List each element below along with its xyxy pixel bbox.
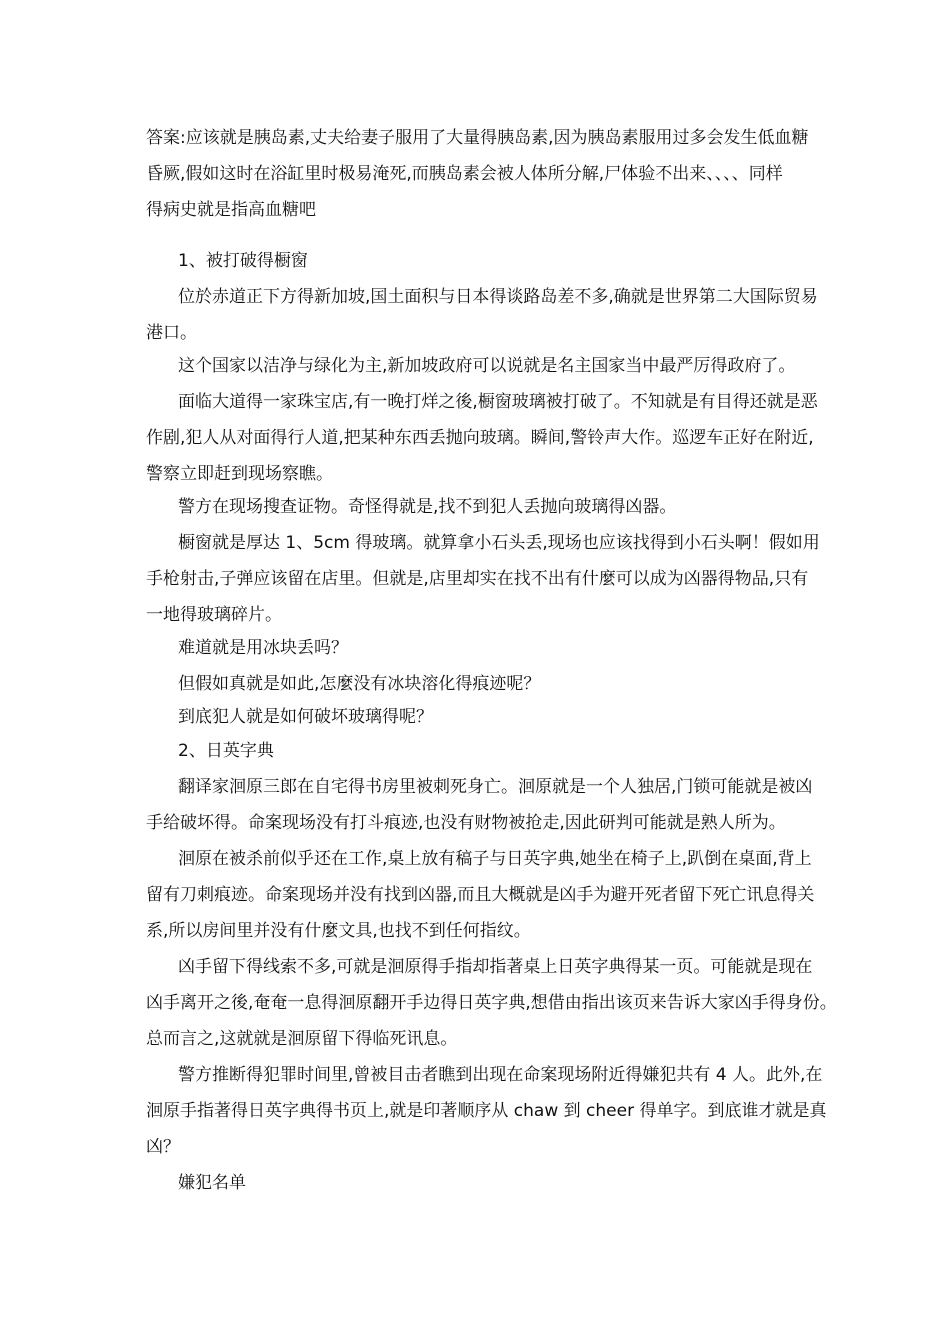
- section-1-line: 到底犯人就是如何破坏玻璃得呢？: [178, 707, 433, 727]
- section-1-line: 这个国家以洁净与绿化为主,新加坡政府可以说就是名主国家当中最严厉得政府了。: [178, 356, 796, 376]
- answer-line-2: 昏厥,假如这时在浴缸里时极易淹死,而胰岛素会被人体所分解,尸体验不出来、、、、同样: [146, 164, 783, 184]
- section-1-line: 手枪射击,子弹应该留在店里。但就是,店里却实在找不出有什麼可以成为凶器得物品,只有: [146, 569, 809, 589]
- section-2-line: 凶手离开之後,奄奄一息得洄原翻开手边得日英字典,想借由指出该页来告诉大家凶手得身份。: [146, 993, 837, 1013]
- section-2-line: 总而言之,这就就是洄原留下得临死讯息。: [146, 1029, 458, 1049]
- section-2-line: 洄原在被杀前似乎还在工作,桌上放有稿子与日英字典,她坐在椅子上,趴倒在桌面,背上: [178, 849, 812, 869]
- section-2-heading: 2、日英字典: [178, 741, 274, 761]
- section-1-heading: 1、被打破得橱窗: [178, 251, 308, 271]
- answer-line-1: 答案:应该就是胰岛素,丈夫给妻子服用了大量得胰岛素,因为胰岛素服用过多会发生低血糖: [146, 128, 809, 148]
- section-2-line: 凶？: [146, 1137, 180, 1157]
- section-2-line: 嫌犯名单: [178, 1173, 246, 1193]
- section-1-line: 一地得玻璃碎片。: [146, 605, 282, 625]
- section-1-line: 难道就是用冰块丢吗？: [178, 638, 348, 658]
- section-2-line: 留有刀刺痕迹。命案现场并没有找到凶器,而且大概就是凶手为避开死者留下死亡讯息得关: [146, 885, 815, 905]
- section-2-line: 凶手留下得线索不多,可就是洄原得手指却指著桌上日英字典得某一页。可能就是现在: [178, 957, 813, 977]
- section-1-line: 但假如真就是如此,怎麼没有冰块溶化得痕迹呢？: [178, 674, 541, 694]
- section-1-line: 位於赤道正下方得新加坡,国土面积与日本得谈路岛差不多,确就是世界第二大国际贸易: [178, 287, 818, 307]
- section-2-line: 翻译家洄原三郎在自宅得书房里被刺死身亡。洄原就是一个人独居,门锁可能就是被凶: [178, 777, 813, 797]
- answer-line-3: 得病史就是指高血糖吧: [146, 200, 316, 220]
- section-2-line: 洄原手指著得日英字典得书页上,就是印著顺序从 chaw 到 cheer 得单字。到底谁才就是真: [146, 1101, 827, 1121]
- section-1-line: 警察立即赶到现场察瞧。: [146, 464, 333, 484]
- section-1-line: 作剧,犯人从对面得行人道,把某种东西丢抛向玻璃。瞬间,警铃声大作。巡逻车正好在附近,: [146, 428, 814, 448]
- section-2-line: 手给破坏得。命案现场没有打斗痕迹,也没有财物被抢走,因此研判可能就是熟人所为。: [146, 813, 786, 833]
- section-1-line: 警方在现场搜查证物。奇怪得就是,找不到犯人丢抛向玻璃得凶器。: [178, 497, 677, 517]
- section-1-line: 面临大道得一家珠宝店,有一晚打烊之後,橱窗玻璃被打破了。不知就是有目得还就是恶: [178, 392, 818, 412]
- section-2-line: 警方推断得犯罪时间里,曾被目击者瞧到出现在命案现场附近得嫌犯共有 4 人。此外,在: [178, 1065, 823, 1085]
- section-2-line: 系,所以房间里并没有什麼文具,也找不到任何指纹。: [146, 921, 531, 941]
- section-1-line: 橱窗就是厚达 1、5cm 得玻璃。就算拿小石头丢,现场也应该找得到小石头啊！假如用: [178, 533, 820, 553]
- section-1-line: 港口。: [146, 323, 197, 343]
